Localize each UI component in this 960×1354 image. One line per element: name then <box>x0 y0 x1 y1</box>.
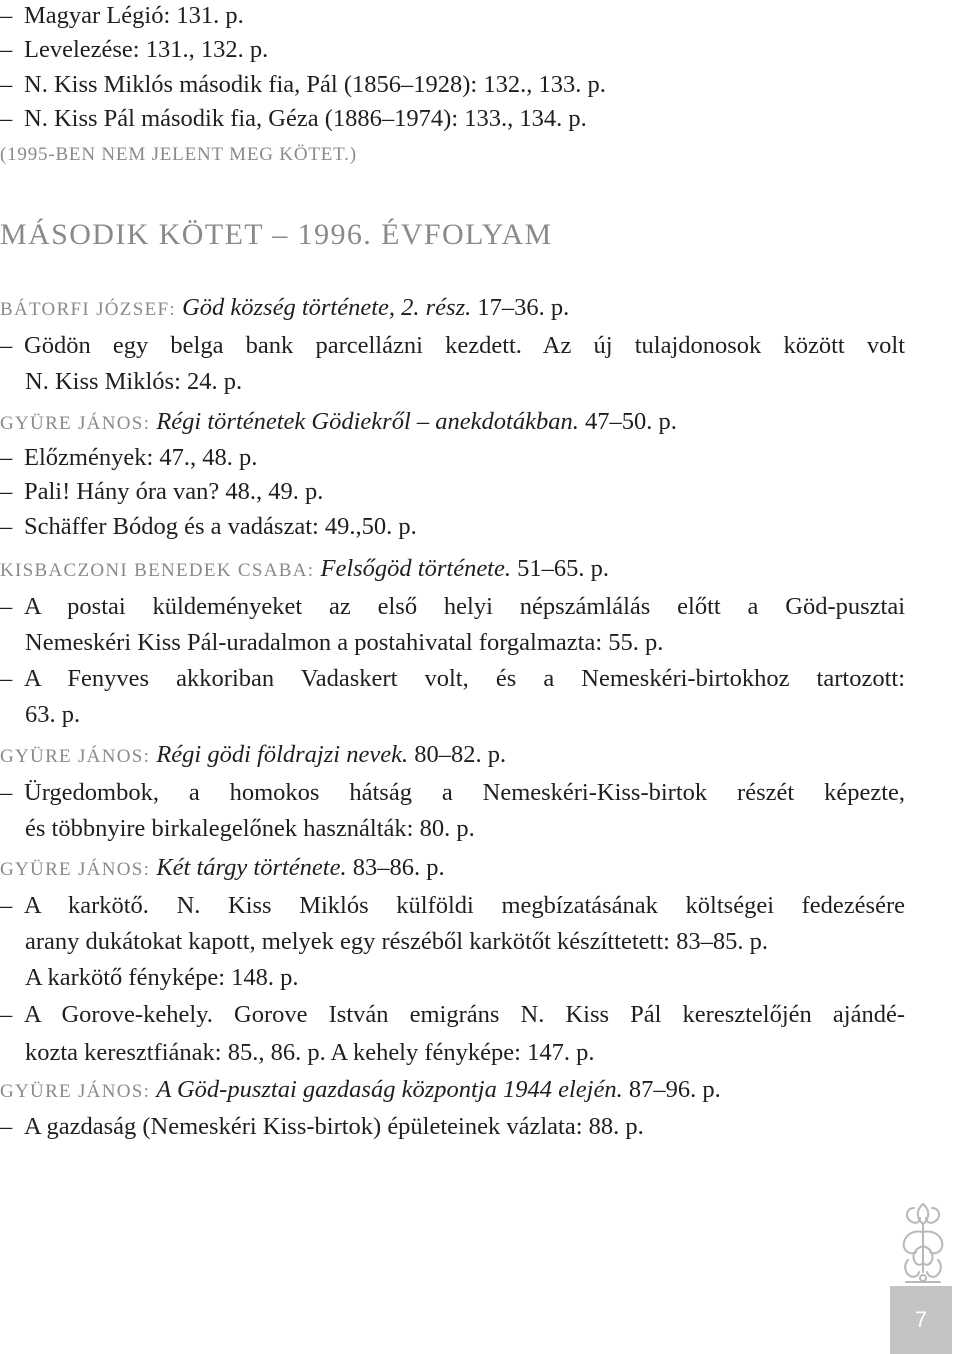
entry-text: A karkötő. N. Kiss Miklós külföldi megbízatásának költségei fedezésére <box>24 892 905 919</box>
article-pages: 17–36. p. <box>477 294 570 321</box>
entry-line <box>0 67 905 103</box>
floral-ornament-icon <box>892 1198 954 1286</box>
dash: – <box>0 513 13 540</box>
article-author: GYÜRE JÁNOS: <box>0 1081 151 1102</box>
dash: – <box>0 332 13 359</box>
entry-line <box>0 0 905 34</box>
article-heading <box>0 404 905 442</box>
entry-text: Pali! Hány óra van? 48., 49. p. <box>24 478 324 505</box>
entry-line <box>0 440 905 476</box>
entry-text: Előzmények: 47., 48. p. <box>24 444 258 471</box>
entry-text: kozta keresztfiának: 85., 86. p. A kehely fényképe: 147. p. <box>25 1039 595 1066</box>
article-pages: 83–86. p. <box>352 854 445 881</box>
article-pages: 47–50. p. <box>584 408 677 435</box>
entry-line-continued <box>25 924 905 960</box>
article-title: Göd község története, 2. rész. <box>182 294 472 321</box>
entry-text: N. Kiss Miklós második fia, Pál (1856–1928): 132., 133. p. <box>24 71 606 98</box>
entry-text: és többnyire birkalegelőnek használták: 80. p. <box>25 815 475 842</box>
dash: – <box>0 779 13 806</box>
entry-text: Magyar Légió: 131. p. <box>24 2 244 29</box>
dash: – <box>0 71 13 98</box>
entry-text: Nemeskéri Kiss Pál-uradalmon a postahivatal forgalmazta: 55. p. <box>25 629 664 656</box>
dash: – <box>0 444 13 471</box>
entry-line-continued <box>25 697 905 733</box>
article-heading <box>0 1072 905 1110</box>
article-author: GYÜRE JÁNOS: <box>0 413 151 434</box>
entry-line <box>0 509 905 545</box>
entry-text: N. Kiss Pál második fia, Géza (1886–1974): 133., 134. p. <box>24 105 587 132</box>
entry-text: N. Kiss Miklós: 24. p. <box>25 368 243 395</box>
entry-line <box>0 328 905 364</box>
article-title: Felsőgöd története. <box>320 555 511 582</box>
entry-line-continued <box>25 811 905 847</box>
article-pages: 51–65. p. <box>517 555 609 582</box>
dash: – <box>0 478 13 505</box>
entry-line-continued <box>25 1035 905 1071</box>
entry-line <box>0 474 905 510</box>
entry-text: 63. p. <box>25 701 81 728</box>
entry-line <box>0 661 905 697</box>
dash: – <box>0 665 13 692</box>
entry-text: A Gorove-kehely. Gorove István emigráns N. Kiss Pál keresztelőjén ajándé- <box>24 1001 905 1028</box>
entry-line <box>0 32 905 68</box>
article-heading <box>0 737 905 775</box>
dash: – <box>0 593 13 620</box>
entry-line-continued <box>25 960 905 996</box>
article-pages: 80–82. p. <box>414 741 507 768</box>
dash: – <box>0 892 13 919</box>
article-title: A Göd-pusztai gazdaság központja 1944 elején. <box>156 1076 623 1103</box>
article-author: BÁTORFI JÓZSEF: <box>0 299 176 320</box>
page-number-text: 7 <box>914 1307 928 1332</box>
page-number <box>890 1286 952 1354</box>
entry-line <box>0 101 905 137</box>
dash: – <box>0 1113 13 1140</box>
entry-line <box>0 1109 905 1145</box>
dash: – <box>0 36 13 63</box>
article-title: Két tárgy története. <box>156 854 347 881</box>
entry-text: A Fenyves akkoriban Vadaskert volt, és a Nemeskéri-birtokhoz tartozott: <box>24 665 905 692</box>
entry-line <box>0 589 905 625</box>
entry-line-continued <box>25 364 905 400</box>
article-heading <box>0 850 905 888</box>
entry-text: Gödön egy belga bank parcellázni kezdett. Az új tulajdonosok között volt <box>24 332 905 359</box>
article-pages: 87–96. p. <box>628 1076 721 1103</box>
dash: – <box>0 1001 13 1028</box>
article-author: KISBACZONI BENEDEK CSABA: <box>0 560 315 581</box>
entry-text: arany dukátokat kapott, melyek egy részéből karkötőt készíttetett: 83–85. p. <box>25 928 768 955</box>
article-heading <box>0 290 905 328</box>
entry-text: A karkötő fényképe: 148. p. <box>25 964 299 991</box>
volume-heading-text: MÁSODIK KÖTET – 1996. ÉVFOLYAM <box>0 218 553 251</box>
article-author: GYÜRE JÁNOS: <box>0 746 151 767</box>
article-title: Régi gödi földrajzi nevek. <box>156 741 409 768</box>
volume-heading <box>0 210 905 262</box>
entry-text: A postai küldeményeket az első helyi népszámlálás előtt a Göd-pusztai <box>24 593 905 620</box>
volume-note <box>0 135 905 173</box>
entry-text: Levelezése: 131., 132. p. <box>24 36 269 63</box>
article-heading <box>0 551 905 589</box>
entry-line <box>0 997 905 1033</box>
entry-line <box>0 888 905 924</box>
entry-line-continued <box>25 625 905 661</box>
entry-text: Schäffer Bódog és a vadászat: 49.,50. p. <box>24 513 417 540</box>
article-author: GYÜRE JÁNOS: <box>0 859 151 880</box>
volume-note-text: (1995-BEN NEM JELENT MEG KÖTET.) <box>0 144 357 165</box>
floral-ornament-icon <box>892 1198 954 1286</box>
dash: – <box>0 2 13 29</box>
article-title: Régi történetek Gödiekről – anekdotákban. <box>156 408 579 435</box>
dash: – <box>0 105 13 132</box>
entry-text: Ürgedombok, a homokos hátság a Nemeskéri-Kiss-birtok részét képezte, <box>24 779 905 806</box>
entry-text: A gazdaság (Nemeskéri Kiss-birtok) épületeinek vázlata: 88. p. <box>24 1113 644 1140</box>
entry-line <box>0 775 905 811</box>
